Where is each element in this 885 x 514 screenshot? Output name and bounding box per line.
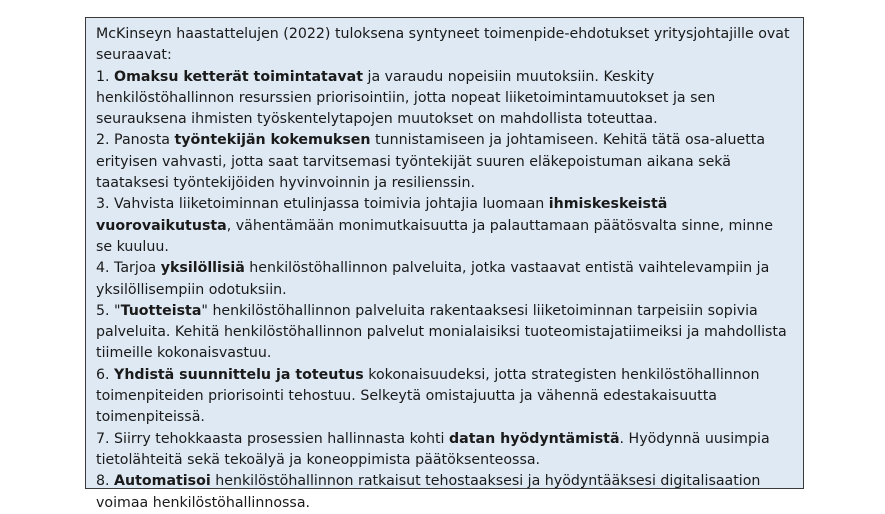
list-item-7 [96,429,793,472]
item-8-emphasis: Automatisoi [114,473,211,490]
item-6-emphasis: Yhdistä suunnittelu ja toteutus [114,366,364,383]
item-1-prefix: 1. [96,68,115,85]
item-4-text: henkilöstöhallinnon palveluita, jotka vastaavat entistä vaihtelevampiin ja yksilöllisempiin odotuksiin. [96,260,770,298]
item-7-prefix: 7. Siirry tehokkaasta prosessien hallinnasta kohti [96,430,449,447]
item-3-emphasis: ihmiskeskeistä vuorovaikutusta [96,196,668,234]
item-5-prefix: 5. " [96,302,121,319]
item-8-prefix: 8. [96,473,115,490]
list-item-4 [96,258,793,301]
item-3-prefix: 3. Vahvista liiketoiminnan etulinjassa toimivia johtajia luomaan [96,196,549,213]
item-7-emphasis: datan hyödyntämistä [448,430,620,447]
item-2-emphasis: työntekijän kokemuksen [174,132,371,149]
item-2-prefix: 2. Panosta [96,132,175,149]
item-5-emphasis: Tuotteista [120,302,202,319]
item-4-prefix: 4. Tarjoa [96,260,161,277]
item-7-text: . Hyödynnä uusimpia tietolähteitä sekä tekoälyä ja koneoppimista päätöksenteossa. [96,430,770,468]
item-8-text: henkilöstöhallinnon ratkaisut tehostaaksesi ja hyödyntääksesi digitalisaation voimaa henkilöstöhallinnossa. [96,473,761,511]
item-4-emphasis: yksilöllisiä [160,260,245,277]
list-item-1 [96,67,793,131]
list-item-8 [96,471,793,514]
item-6-text: kokonaisuudeksi, jotta strategisten henkilöstöhallinnon toimenpiteiden priorisointi tehostuu. Selkeytä omistajuutta ja vähennä edestakaisuutta toimenpiteissä. [96,366,760,426]
list-item-2 [96,130,793,194]
item-6-prefix: 6. [96,366,115,383]
item-1-text: ja varaudu nopeisiin muutoksiin. Keskity henkilöstöhallinnon resurssien priorisointiin, jotta nopeat liiketoimintamuutokset ja sen seurauksena ihmisten työskentelytapojen muutokset on mahdollista toteuttaa. [96,68,716,128]
item-5-text: " henkilöstöhallinnon palveluita rakentaaksesi liiketoiminnan tarpeisiin sopivia palveluita. Kehitä henkilöstöhallinnon palvelut monialaisiksi tuoteomistajatiimeiksi ja mahdollista tiimeille kokonaisvastuu. [96,302,787,362]
list-item-3 [96,194,793,258]
item-3-text: , vähentämään monimutkaisuutta ja palauttamaan päätösvalta sinne, minne se kuuluu. [96,217,774,255]
recommendations-textbox [85,17,804,511]
list-item-6 [96,365,793,429]
intro-text: McKinseyn haastattelujen (2022) tuloksena syntyneet toimenpide-ehdotukset yritysjohtajille ovat seuraavat: [96,26,790,64]
item-1-emphasis: Omaksu ketterät toimintatavat [114,68,363,85]
item-2-text: tunnistamiseen ja johtamiseen. Kehitä tätä osa-aluetta erityisen vahvasti, jotta saat tarvitsemasi työntekijät suuren eläkepoistuman aikana sekä taataksesi työntekijöiden hyvinvoinnin ja resilienssin. [96,132,766,192]
list-item-5 [96,301,793,365]
